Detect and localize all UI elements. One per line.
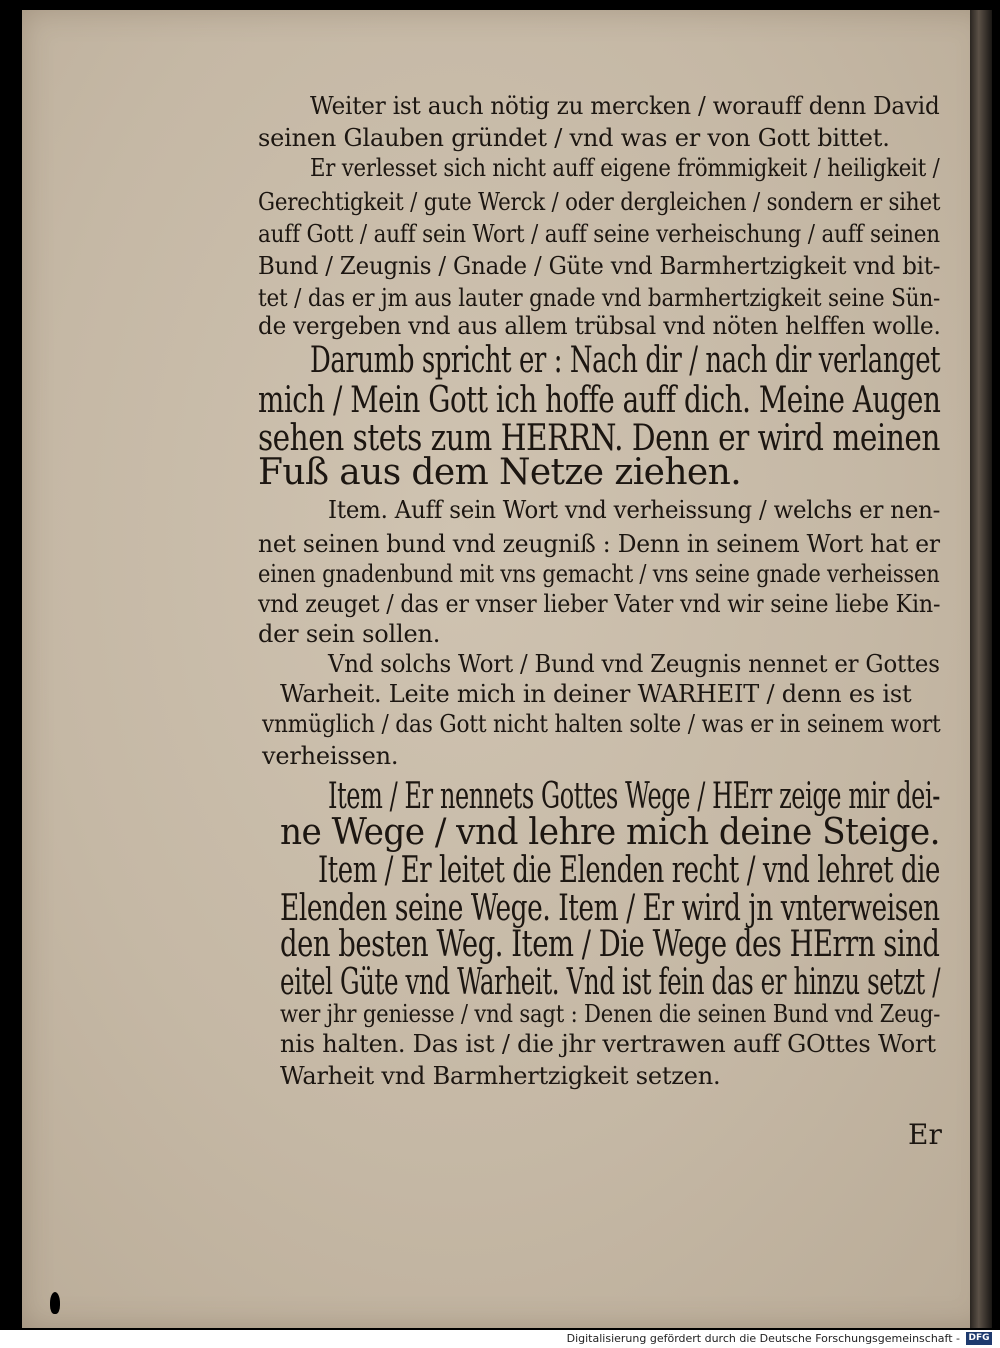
text-line: einen gnadenbund mit vns gemacht / vns seine gnade verheissen [258,560,940,588]
text-line: nis halten. Das ist / die jhr vertrawen auff GOttes Wort [280,1030,936,1058]
text-line: verheissen. [262,742,399,770]
text-line: tet / das er jm aus lauter gnade vnd barmhertzigkeit seine Sün- [258,284,941,312]
text-line: Vnd solchs Wort / Bund vnd Zeugnis nennet er Gottes [328,650,940,678]
catchword: Er [908,1118,942,1151]
text-line: Darumb spricht er : Nach dir / nach dir verlanget [310,340,941,381]
text-line: den besten Weg. Item / Die Wege des HErrn sind [280,924,940,965]
text-line: sehen stets zum HERRN. Denn er wird meinen [258,418,940,459]
text-line: net seinen bund vnd zeugniß : Denn in seinem Wort hat er [258,530,940,558]
text-line: Item / Er nennets Gottes Wege / HErr zeige mir dei- [328,776,940,817]
text-line: auff Gott / auff sein Wort / auff seine verheischung / auff seinen [258,220,940,248]
text-line: Warheit vnd Barmhertzigkeit setzen. [280,1062,721,1090]
dfg-logo-icon: DFG [966,1332,992,1345]
text-line: ne Wege / vnd lehre mich deine Steige. [280,812,941,853]
text-line: eitel Güte vnd Warheit. Vnd ist fein das er hinzu setzt / [280,962,941,1003]
footer-credit: Digitalisierung gefördert durch die Deutsche Forschungsgemeinschaft - [566,1332,960,1345]
ink-blot [50,1292,60,1314]
text-line: Bund / Zeugnis / Gnade / Güte vnd Barmhertzigkeit vnd bit- [258,252,941,280]
text-line: Er verlesset sich nicht auff eigene frömmigkeit / heiligkeit / [310,154,940,182]
text-line: Fuß aus dem Netze ziehen. [258,452,742,493]
text-line: Item / Er leitet die Elenden recht / vnd lehret die [318,850,940,891]
text-line: de vergeben vnd aus allem trübsal vnd nöten helffen wolle. [258,312,941,340]
text-line: Elenden seine Wege. Item / Er wird jn vnterweisen [280,888,940,929]
text-line: mich / Mein Gott ich hoffe auff dich. Meine Augen [258,380,941,421]
page-edge [970,10,992,1328]
text-line: Gerechtigkeit / gute Werck / oder dergleichen / sondern er sihet [258,188,941,216]
text-line: vnmüglich / das Gott nicht halten solte / was er in seinem wort [262,710,941,738]
footer-bar [0,1330,1000,1348]
text-line: vnd zeuget / das er vnser lieber Vater vnd wir seine liebe Kin- [258,590,941,618]
text-line: Weiter ist auch nötig zu mercken / worauff denn David [310,92,940,120]
text-line: der sein sollen. [258,620,441,648]
text-line: wer jhr geniesse / vnd sagt : Denen die seinen Bund vnd Zeug- [280,1000,941,1028]
text-line: seinen Glauben gründet / vnd was er von Gott bittet. [258,124,890,152]
text-line: Item. Auff sein Wort vnd verheissung / welchs er nen- [328,496,941,524]
text-line: Warheit. Leite mich in deiner WARHEIT / denn es ist [280,680,912,708]
